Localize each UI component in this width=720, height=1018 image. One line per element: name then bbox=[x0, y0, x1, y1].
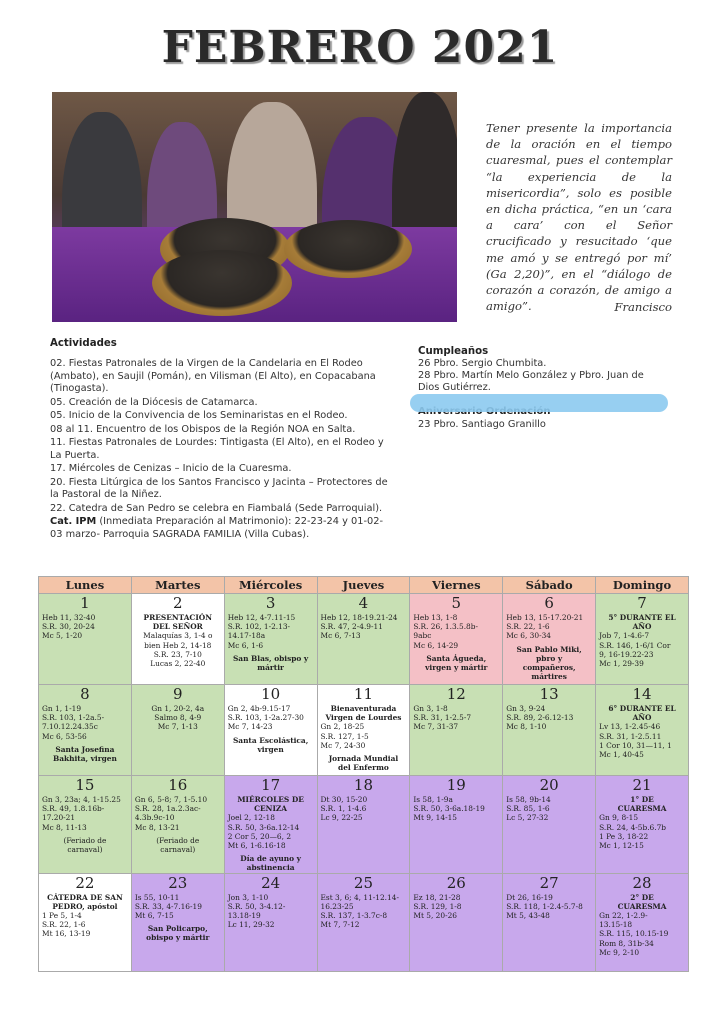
day-readings: Is 58, 9b-14 S.R. 85, 1-6 Lc 5, 27-32 bbox=[506, 795, 551, 823]
calendar-day-cell[interactable] bbox=[131, 873, 224, 971]
day-readings: Joel 2, 12-18 S.R. 50, 3-6a.12-14 2 Cor 5, 20—6, 2 Mt 6, 1-6.16-18 bbox=[227, 813, 300, 851]
weekday-header: Sábado bbox=[503, 577, 596, 594]
calendar-day-cell[interactable] bbox=[131, 594, 224, 685]
calendar-day-cell[interactable] bbox=[503, 685, 596, 776]
day-celebration: 1° DE CUARESMA bbox=[617, 795, 667, 814]
activity-item: 17. Miércoles de Cenizas – Inicio de la Cuaresma. bbox=[50, 463, 292, 474]
day-readings: Lv 13, 1-2.45-46 S.R. 31, 1-2.5.11 1 Cor 10, 31—11, 1 Mc 1, 40-45 bbox=[599, 722, 672, 760]
highlight-marker bbox=[410, 394, 668, 412]
calendar-day-cell[interactable] bbox=[410, 776, 503, 874]
calendar-day-cell[interactable] bbox=[39, 685, 132, 776]
day-number: 8 bbox=[80, 685, 90, 703]
calendar-day-cell[interactable] bbox=[503, 594, 596, 685]
day-readings: Gn 3, 1-8 S.R. 31, 1-2.5-7 Mc 7, 31-37 bbox=[413, 704, 472, 732]
birthdays-title: Cumpleaños bbox=[418, 346, 489, 357]
ash-wednesday-photo bbox=[52, 92, 457, 322]
day-readings: Heb 11, 32-40 S.R. 30, 20-24 Mc 5, 1-20 bbox=[42, 613, 96, 641]
day-readings: Is 55, 10-11 S.R. 33, 4-7.16-19 Mt 6, 7-15 bbox=[134, 892, 202, 921]
day-number: 15 bbox=[75, 776, 95, 794]
day-celebration: CÁTEDRA DE SAN PEDRO, apóstol bbox=[47, 892, 123, 911]
calendar-day-cell[interactable] bbox=[410, 594, 503, 685]
day-number: 5 bbox=[451, 594, 462, 612]
weekday-header: Martes bbox=[131, 577, 224, 594]
day-readings: Gn 2, 4b-9.15-17 S.R. 103, 1-2a.27-30 Mc 7, 14-23 bbox=[227, 704, 304, 732]
day-note: Santa Escolástica, virgen bbox=[232, 735, 309, 754]
activity-item: 05. Creación de la Diócesis de Catamarca. bbox=[50, 396, 258, 408]
day-readings: Gn 3, 9-24 S.R. 89, 2-6.12-13 Mc 8, 1-10 bbox=[506, 704, 574, 732]
day-celebration: 5° DURANTE EL AÑO bbox=[608, 613, 676, 632]
activity-item: 08 al 11. Encuentro de los Obispos de la Región NOA en Salta. bbox=[50, 423, 356, 435]
calendar-body bbox=[39, 594, 689, 972]
day-number: 4 bbox=[358, 594, 369, 612]
day-celebration: Bienaventurada Virgen de Lourdes bbox=[325, 704, 402, 723]
calendar-day-cell[interactable] bbox=[317, 776, 410, 874]
day-number: 9 bbox=[172, 685, 183, 703]
day-readings: 1 Pe 5, 1-4 S.R. 22, 1-6 Mt 16, 13-19 bbox=[42, 911, 91, 939]
ipm-item bbox=[50, 516, 392, 541]
day-number: 17 bbox=[261, 776, 281, 794]
day-readings: Gn 6, 5-8; 7, 1-5.10 S.R. 28, 1a.2.3ac- 4.3b.9c-10 Mc 8, 13-21 bbox=[134, 795, 208, 832]
day-readings: Ez 18, 21-28 S.R. 129, 1-8 Mt 5, 20-26 bbox=[413, 892, 462, 921]
day-celebration: 2° DE CUARESMA bbox=[617, 892, 667, 911]
day-number: 13 bbox=[539, 685, 559, 703]
calendar-day-cell[interactable] bbox=[503, 776, 596, 874]
calendar-day-cell[interactable] bbox=[224, 594, 317, 685]
day-readings: Malaquías 3, 1-4 o bien Heb 2, 14-18 S.R. 23, 7-10 Lucas 2, 22-40 bbox=[143, 631, 213, 669]
ipm-text: (Inmediata Preparación al Matrimonio): 22-23-24 y 01-02-03 marzo- Parroquia SAGRADA FAMILIA (Villa Cubas). bbox=[50, 516, 384, 540]
day-note: San Blas, obispo y mártir bbox=[232, 653, 309, 673]
day-celebration: PRESENTACIÓN DEL SEÑOR bbox=[143, 613, 212, 632]
day-number: 23 bbox=[168, 873, 188, 892]
day-readings: Gn 22, 1-2.9- 13.15-18 S.R. 115, 10.15-19 Rom 8, 31b-34 Mc 9, 2-10 bbox=[599, 911, 669, 957]
calendar-table bbox=[38, 576, 689, 972]
day-number: 16 bbox=[168, 776, 188, 794]
calendar-day-cell[interactable] bbox=[39, 776, 132, 874]
day-number: 26 bbox=[446, 873, 466, 892]
activities-title: Actividades bbox=[50, 338, 117, 349]
calendar-day-cell[interactable] bbox=[596, 594, 689, 685]
day-readings: Dt 30, 15-20 S.R. 1, 1-4.6 Lc 9, 22-25 bbox=[320, 795, 368, 823]
page-title: FEBRERO 2021 bbox=[161, 22, 559, 73]
calendar-day-cell[interactable] bbox=[596, 685, 689, 776]
day-number: 27 bbox=[539, 873, 559, 892]
day-number: 21 bbox=[632, 776, 652, 794]
calendar-day-cell[interactable] bbox=[224, 776, 317, 874]
calendar-day-cell[interactable] bbox=[596, 873, 689, 971]
day-note: Santa Águeda, virgen y mártir bbox=[425, 653, 488, 673]
birthday-item: 28 Pbro. Martín Melo González y Pbro. Juan de Dios Gutiérrez. bbox=[418, 370, 644, 394]
calendar-day-cell[interactable] bbox=[131, 776, 224, 874]
birthday-item: 26 Pbro. Sergio Chumbita. bbox=[418, 358, 547, 369]
calendar-day-cell[interactable] bbox=[317, 873, 410, 971]
day-number: 6 bbox=[544, 594, 554, 612]
activity-item: 02. Fiestas Patronales de la Virgen de la Candelaria en El Rodeo (Ambato), en Saujil (Pomán), en Vilisman (El Alto), en Copacabana (Tinogasta). bbox=[50, 358, 376, 394]
day-celebration: MIÉRCOLES DE CENIZA bbox=[237, 795, 304, 814]
weekday-header-row bbox=[39, 577, 689, 594]
ipm-label: Cat. IPM bbox=[50, 516, 97, 527]
day-number: 10 bbox=[261, 685, 281, 703]
day-note: Día de ayuno y abstinencia bbox=[240, 854, 301, 873]
activity-item: 22. Catedra de San Pedro se celebra en Fiambalá (Sede Parroquial). bbox=[50, 502, 383, 514]
day-readings: Heb 13, 15-17.20-21 S.R. 22, 1-6 Mc 6, 30-34 bbox=[506, 613, 584, 641]
day-readings: Heb 12, 18-19.21-24 S.R. 47, 2-4.9-11 Mc 6, 7-13 bbox=[320, 613, 398, 641]
day-number: 14 bbox=[632, 685, 652, 703]
day-readings: Heb 13, 1-8 S.R. 26, 1.3.5.8b- 9abc Mc 6, 14-29 bbox=[413, 613, 478, 650]
calendar-day-cell[interactable] bbox=[224, 685, 317, 776]
day-note: San Policarpo, obispo y mártir bbox=[146, 924, 210, 943]
day-readings: Gn 1, 1-19 S.R. 103, 1-2a.5- 7.10.12.24.35c Mc 6, 53-56 bbox=[42, 704, 105, 741]
day-number: 12 bbox=[446, 685, 466, 703]
calendar-day-cell[interactable] bbox=[131, 685, 224, 776]
weekday-header: Viernes bbox=[410, 577, 503, 594]
day-number: 24 bbox=[261, 873, 281, 892]
day-number: 25 bbox=[353, 873, 373, 892]
day-readings: Dt 26, 16-19 S.R. 118, 1-2.4-5.7-8 Mt 5, 43-48 bbox=[506, 892, 583, 921]
day-number: 3 bbox=[265, 594, 276, 612]
activity-item: 11. Fiestas Patronales de Lourdes: Tintigasta (El Alto), en el Rodeo y La Puerta. bbox=[50, 437, 384, 461]
day-number: 28 bbox=[632, 873, 652, 892]
calendar-day-cell[interactable] bbox=[410, 873, 503, 971]
calendar-week-row bbox=[39, 685, 689, 776]
calendar-day-cell[interactable] bbox=[317, 685, 410, 776]
day-number: 19 bbox=[446, 776, 466, 794]
calendar-week-row bbox=[39, 594, 689, 685]
pope-quote: Tener presente la importancia de la oración en el tiempo cuaresmal, pues el contemplar “la experiencia de la misericordia”, solo es posible en dicha práctica, “en un ‘cara a cara’ con el Señor crucificado y resucitado ‘que me amó y se entregó por mí’ (Ga 2,20)”, en el “diálogo de corazón a corazón, de amigo a amigo”. bbox=[486, 121, 672, 314]
ordination-item: 23 Pbro. Santiago Granillo bbox=[418, 419, 546, 430]
day-number: 18 bbox=[353, 776, 373, 794]
day-readings: Gn 3, 23a; 4, 1-15.25 S.R. 49, 1.8.16b- 17.20-21 Mc 8, 11-13 bbox=[42, 795, 121, 832]
calendar-day-cell[interactable] bbox=[503, 873, 596, 971]
calendar-day-cell[interactable] bbox=[317, 594, 410, 685]
activity-item: 05. Inicio de la Convivencia de los Seminaristas en el Rodeo. bbox=[50, 410, 348, 421]
birthdays-list bbox=[418, 358, 668, 395]
quote-author: Francisco bbox=[614, 300, 672, 314]
weekday-header: Jueves bbox=[317, 577, 410, 594]
calendar-day-cell[interactable] bbox=[39, 594, 132, 685]
day-number: 11 bbox=[353, 685, 373, 703]
activity-item: 20. Fiesta Litúrgica de los Santos Francisco y Jacinta – Protectores de la Pastoral de la Niñez. bbox=[50, 476, 388, 500]
day-readings: Est 3, 6; 4, 11-12.14- 16.23-25 S.R. 137, 1-3.7c-8 Mt 7, 7-12 bbox=[320, 892, 399, 930]
day-number: 20 bbox=[539, 776, 559, 794]
day-readings: Gn 1, 20-2, 4a Salmo 8, 4-9 Mc 7, 1-13 bbox=[151, 704, 205, 732]
day-note: Santa Josefina Bakhita, virgen bbox=[52, 744, 117, 764]
calendar-day-cell[interactable] bbox=[39, 873, 132, 971]
day-number: 22 bbox=[75, 873, 95, 892]
day-number: 7 bbox=[637, 594, 647, 612]
day-note: Jornada Mundial del Enfermo bbox=[328, 754, 399, 773]
day-note: (Feriado de carnaval) bbox=[156, 835, 200, 855]
day-readings: Job 7, 1-4.6-7 S.R. 146, 1-6/1 Cor 9, 16-19.22-23 Mc 1, 29-39 bbox=[599, 631, 671, 669]
day-number: 1 bbox=[80, 594, 90, 612]
calendar-day-cell[interactable] bbox=[410, 685, 503, 776]
calendar-week-row bbox=[39, 776, 689, 874]
day-note: (Feriado de carnaval) bbox=[63, 835, 107, 855]
day-readings: Heb 12, 4-7.11-15 S.R. 102, 1-2.13- 14.17-18a Mc 6, 1-6 bbox=[227, 613, 296, 650]
day-readings: Jon 3, 1-10 S.R. 50, 3-4.12- 13.18-19 Lc 11, 29-32 bbox=[227, 892, 286, 930]
calendar-week-row bbox=[39, 873, 689, 971]
day-readings: Gn 9, 8-15 S.R. 24, 4-5b.6.7b 1 Pe 3, 18-22 Mc 1, 12-15 bbox=[599, 813, 667, 851]
day-note: San Pablo Miki, pbro y compañeros, mártires bbox=[516, 644, 582, 682]
weekday-header: Domingo bbox=[596, 577, 689, 594]
weekday-header: Lunes bbox=[39, 577, 132, 594]
day-celebration: 6° DURANTE EL AÑO bbox=[608, 704, 676, 723]
activities-list bbox=[50, 358, 392, 542]
weekday-header: Miércoles bbox=[224, 577, 317, 594]
calendar-day-cell[interactable] bbox=[596, 776, 689, 874]
calendar-day-cell[interactable] bbox=[224, 873, 317, 971]
day-number: 2 bbox=[172, 594, 183, 612]
day-readings: Is 58, 1-9a S.R. 50, 3-6a.18-19 Mt 9, 14-15 bbox=[413, 795, 485, 823]
day-readings: Gn 2, 18-25 S.R. 127, 1-5 Mc 7, 24-30 bbox=[320, 722, 369, 750]
